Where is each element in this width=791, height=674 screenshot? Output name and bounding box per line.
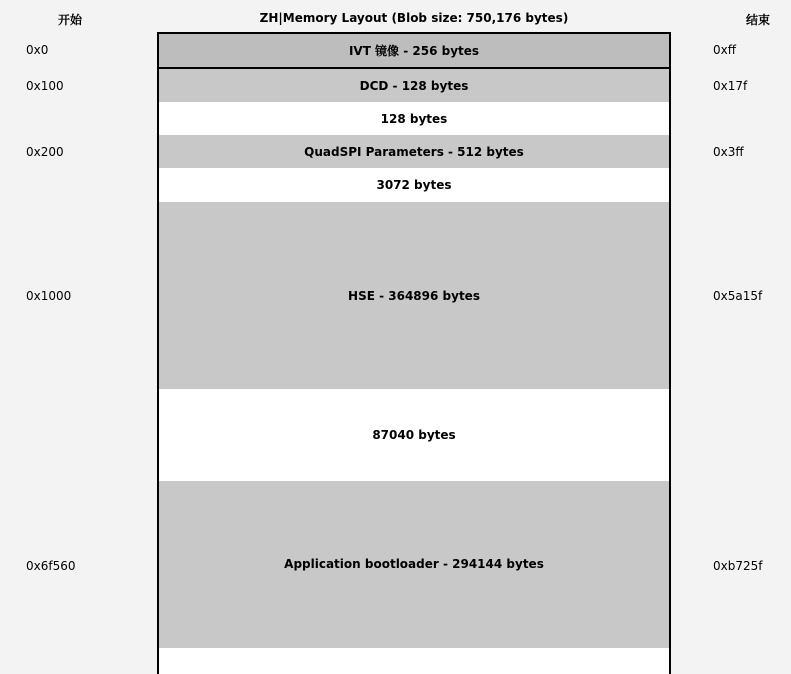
- end-address: 0x5a15f: [713, 289, 763, 303]
- segment-quadspi: [159, 135, 669, 168]
- end-address: 0xff: [713, 43, 737, 57]
- start-address: 0x6f560: [26, 559, 76, 573]
- segment-label: Application bootloader - 294144 bytes: [284, 557, 544, 571]
- start-address: 0x200: [26, 145, 64, 159]
- segment-ivt: [159, 34, 669, 69]
- diagram-title: ZH|Memory Layout (Blob size: 750,176 bytes): [259, 11, 569, 25]
- segment-hse: [159, 202, 669, 389]
- memory-layout-frame: [157, 32, 671, 674]
- segment-label: HSE - 364896 bytes: [348, 288, 480, 303]
- segment-dcd: [159, 69, 669, 102]
- end-address: 0x3ff: [713, 145, 744, 159]
- segment-label: DCD - 128 bytes: [359, 78, 469, 93]
- gap-label: 3072 bytes: [376, 178, 452, 192]
- start-address: 0x0: [26, 43, 49, 57]
- start-address: 0x1000: [26, 289, 72, 303]
- gap-label: 87040 bytes: [372, 428, 456, 442]
- header-end-label: 结束: [746, 13, 771, 27]
- end-address: 0x17f: [713, 79, 748, 93]
- end-address: 0xb725f: [713, 559, 763, 573]
- segment-label: IVT 镜像 - 256 bytes: [348, 44, 480, 58]
- header-start-label: 开始: [58, 13, 83, 27]
- segment-label: QuadSPI Parameters - 512 bytes: [304, 144, 524, 159]
- segment-application-bootloader: [159, 481, 669, 648]
- gap-block: [159, 102, 669, 135]
- start-address: 0x100: [26, 79, 64, 93]
- gap-block: [159, 389, 669, 481]
- gap-block: [159, 168, 669, 202]
- gap-label: 128 bytes: [380, 111, 448, 126]
